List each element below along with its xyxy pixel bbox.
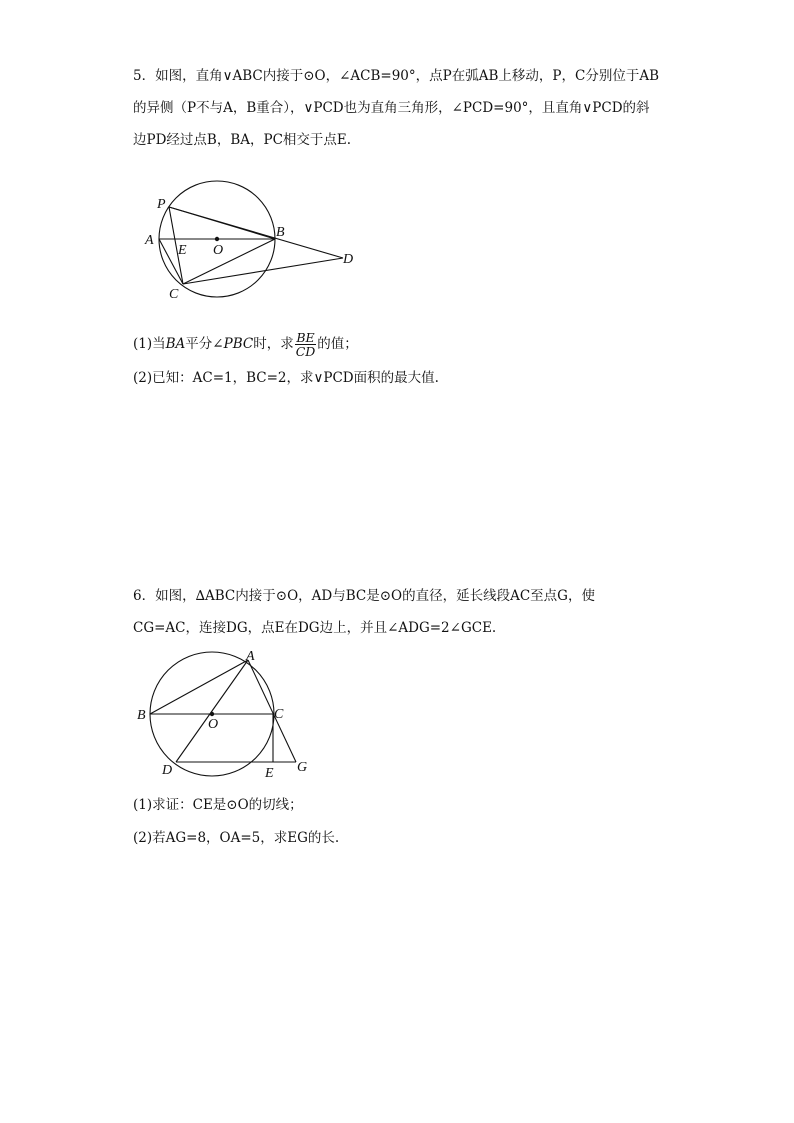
q5-part1-pbc: PBC [223,336,254,352]
q6-center-point [210,712,214,716]
q5-segment-cd [183,258,343,284]
q5-fraction-numerator: BE [296,330,315,345]
q5-label-o: O [213,243,224,258]
q5-part-2: (2)已知：AC=1，BC=2，求∨PCD面积的最大值. [133,370,439,386]
q6-line-1: 6．如图，∆ABC内接于⊙O，AD与BC是⊙O的直径，延长线段AC至点G，使 [133,588,595,604]
q5-label-c: C [169,287,179,302]
q6-label-c: C [274,707,284,722]
q5-label-a: A [145,233,154,248]
q5-part1-mid2: 时，求 [253,336,294,352]
q5-part1-mid: 平分∠ [185,336,224,352]
q6-label-b: B [137,708,146,723]
q6-geometry-figure [134,645,319,780]
q6-label-g: G [297,760,308,775]
q6-label-e: E [265,766,274,780]
q6-label-o: O [208,717,219,732]
q5-line-2: 的异侧（P不与A，B重合），∨PCD也为直角三角形，∠PCD=90°，且直角∨PCD的斜 [133,100,650,116]
q5-part1-suffix: 的值； [317,336,358,352]
q6-segment-ag [248,660,296,762]
q5-label-b: B [276,225,285,240]
q5-geometry-figure [140,170,370,305]
q5-part1-prefix: (1)当 [133,336,166,352]
q5-center-point [215,237,219,241]
q5-fraction [295,331,317,358]
q6-part-1: (1)求证：CE是⊙O的切线； [133,797,303,813]
q5-fraction-denominator: CD [295,344,316,359]
q5-line-1: 5．如图，直角∨ABC内接于⊙O，∠ACB=90°，点P在弧AB上移动，P，C分别位于AB [133,68,659,84]
q6-label-a: A [246,649,255,664]
q5-label-d: D [343,252,354,267]
q6-line-2: CG=AC，连接DG，点E在DG边上，并且∠ADG=2∠GCE. [133,620,497,636]
q5-part1-ba: BA [165,336,186,352]
q6-part-2: (2)若AG=8，OA=5，求EG的长. [133,830,340,846]
q6-segment-ad [176,660,248,762]
q5-label-p: P [157,197,166,212]
q5-part-1 [133,331,358,358]
q5-segment-pd [169,207,343,258]
q5-label-e: E [178,243,187,258]
q5-line-3: 边PD经过点B，BA，PC相交于点E. [133,132,352,148]
q6-segment-ba [150,660,248,714]
q6-label-d: D [162,763,173,778]
